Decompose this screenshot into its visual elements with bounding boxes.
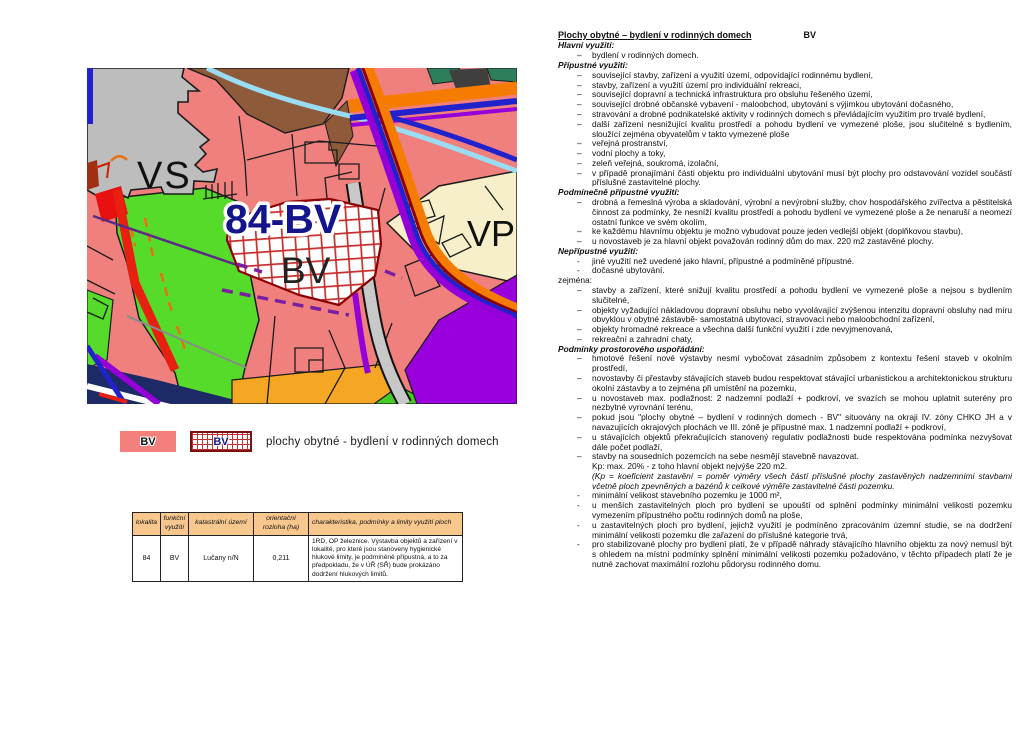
locality-table-head <box>133 513 463 536</box>
table-header-cell: katastrální území <box>189 513 254 536</box>
bullet-text: dočasné ubytování. <box>592 265 665 276</box>
map-label-zone-inner: BV <box>281 250 331 291</box>
legend-swatch-solid <box>120 431 176 452</box>
bullet-dash: - <box>577 265 580 276</box>
bullet-text: pokud jsou "plochy obytné – bydlení v rodinných domech - BV" situovány na okraji IV. zóny CHKO JH a v navazujících okrajových plochách ve III. zóně je přípustné max. 1 nadzemní podlaží + podkroví, <box>592 412 1012 432</box>
legend-description: plochy obytné - bydlení v rodinných domech <box>266 435 499 448</box>
doc-bullet-item <box>577 286 1012 306</box>
doc-bullet-item <box>577 521 1012 541</box>
section-heading: Podmínečně přípustné využití: <box>558 187 680 198</box>
bullet-dash: – <box>577 333 582 344</box>
bullet-text: veřejná prostranství, <box>592 138 668 149</box>
table-header-cell: charakteristika, podmínky a limity využití ploch <box>309 513 463 536</box>
bullet-dash: – <box>577 412 582 423</box>
section-heading: zejména: <box>558 275 592 286</box>
bullet-text: u menších zastavitelných ploch pro bydlení se upouští od splnění podmínky minimální velikosti pozemku vymezením přípustného počtu rodinných domů na ploše, <box>592 500 1012 520</box>
bullet-text: vodní plochy a toky, <box>592 148 666 159</box>
doc-section <box>558 276 1012 344</box>
bullet-dash: – <box>577 108 582 119</box>
bullet-text: související dopravní a technická infrastruktura pro obsluhu řešeného území, <box>592 89 873 100</box>
page-title-code: BV <box>803 30 817 40</box>
doc-bullet-item <box>577 394 1012 414</box>
bullet-text: bydlení v rodinných domech. <box>592 50 699 61</box>
bullet-text: u novostaveb je za hlavní objekt považován rodinný dům do max. 220 m2 zastavěné plochy. <box>592 236 934 247</box>
table-cell: 0,211 <box>254 535 309 581</box>
doc-section <box>558 41 1012 61</box>
bullet-dash: – <box>577 118 582 129</box>
bullet-dash: – <box>577 69 582 80</box>
bullet-text: rekreační a zahradní chaty, <box>592 333 693 344</box>
doc-section <box>558 247 1012 276</box>
doc-section <box>558 345 1012 570</box>
doc-bullet-item <box>577 198 1012 227</box>
bullet-text: další zařízení nesnižující kvalitu prostředí a pohodu bydlení ve vymezené ploše, jsou slučitelné s bydlením, sloužící zejména obyvatelům v takto vymezené ploše <box>592 118 1012 139</box>
bullet-text: minimální velikost stavebního pozemku je 1000 m², <box>592 490 782 501</box>
bullet-text: jiné využití než uvedené jako hlavní, přípustné a podmíněné přípustné. <box>592 255 855 266</box>
doc-bullet-item <box>577 51 1012 61</box>
bullet-dash: – <box>577 99 582 110</box>
legend-swatch-hatched-label: BV <box>213 435 229 448</box>
bullet-text: (Kp = koeficient zastavění = poměr výměry všech částí příslušné plochy zastavěných nadzemními stavbami včetně ploch zpevněných a bazénů k celkové výměře zastavitelné části pozemku. <box>592 470 1012 491</box>
map-label-zone-id: 84-BV <box>225 196 342 242</box>
bullet-dash: – <box>577 373 582 384</box>
bullet-dash <box>577 462 592 472</box>
bullet-text: u novostaveb max. podlažnost: 2 nadzemní podlaží + podkroví, ve svazích se mohou uplatnit suterény pro nezbytné vyrovnání terénu, <box>592 392 1012 413</box>
doc-sections <box>558 41 1012 569</box>
bullet-dash: – <box>577 285 582 296</box>
table-cell: Lučany n/N <box>189 535 254 581</box>
doc-bullet-item <box>577 306 1012 326</box>
bullet-dash: – <box>577 353 582 364</box>
table-cell: 1RD, OP železnice. Výstavba objektů a zařízení v lokalitě, pro které jsou stanoveny hygienické hlukové limity, je podmíněně přípustná, a to za předpokladu, že v ÚŘ (SŘ) bude prokázáno dodržení hlukových limitů. <box>309 535 463 581</box>
doc-title-row <box>558 30 1012 40</box>
section-heading: Přípustné využití: <box>558 60 628 71</box>
zone-darkred-edge <box>87 160 99 190</box>
legend <box>120 431 499 452</box>
map-label-vp: VP <box>467 213 516 254</box>
bullet-dash: – <box>577 196 582 207</box>
legend-swatch-hatched <box>190 431 252 452</box>
bullet-dash: - <box>577 539 580 550</box>
doc-bullet-item <box>577 540 1012 569</box>
doc-section <box>558 188 1012 247</box>
doc-bullet-item <box>577 354 1012 374</box>
bullet-text: pro stabilizované plochy pro bydlení platí, že v případě náhrady stávajícího hlavního objektu za nový nemusí být s ohledem na místní podmínky splnění minimální velikosti pozemku požadováno, v těchto případech platí že je nutné zachovat maximální rozlohu půdorysu rodinného domu. <box>592 539 1012 569</box>
bullet-text: související drobné občanské vybavení - maloobchod, ubytování s výjimkou ubytování dočasného, <box>592 99 954 110</box>
bullet-dash: - <box>577 490 580 501</box>
bullet-text: zeleň veřejná, soukromá, izolační, <box>592 157 719 168</box>
regulation-text-column <box>558 30 1012 570</box>
bullet-text: u stávajících objektů překračujících stanovený regulativ podlažnosti bude respektována podmínka nezvyšovat dále počet podlaží, <box>592 431 1012 452</box>
zoning-map-canvas <box>87 68 517 404</box>
table-header-cell: funkční využití <box>161 513 189 536</box>
doc-section <box>558 61 1012 188</box>
bullet-dash: – <box>577 236 582 247</box>
bullet-dash: – <box>577 138 582 149</box>
map-label-vs: VS <box>137 155 192 197</box>
bullet-dash: – <box>577 431 582 442</box>
legend-swatch-solid-label: BV <box>140 435 156 448</box>
locality-table-body <box>133 535 463 581</box>
bullet-dash: – <box>577 148 582 159</box>
table-header-cell: lokalita <box>133 513 161 536</box>
doc-bullet-item <box>577 169 1012 189</box>
bullet-dash: – <box>577 324 582 335</box>
doc-bullet-item <box>577 374 1012 394</box>
bullet-dash: - <box>577 519 580 530</box>
zoning-map <box>87 68 517 404</box>
bullet-text: u zastavitelných ploch pro bydlení, jejichž využití je podmíněno zpracováním územní studie, se na dodržení minimální velikosti pozemku dle zařazení do příslušné kategorie trvá, <box>592 519 1012 540</box>
bullet-text: novostavby či přestavby stávajících staveb budou respektovat stávající urbanistickou a architektonickou strukturu okolní zástavby a to zejména při umístění na pozemku, <box>592 373 1012 393</box>
doc-bullet-item <box>577 237 1012 247</box>
bullet-dash <box>577 472 592 492</box>
bullet-dash: – <box>577 304 582 315</box>
section-heading: Podmínky prostorového uspořádání: <box>558 343 705 354</box>
bullet-text: ke každému hlavnímu objektu je možno vybudovat pouze jeden vedlejší objekt (doplňkovou stavbu), <box>592 226 964 237</box>
page-title: Plochy obytné – bydlení v rodinných domech <box>558 30 752 40</box>
table-cell: BV <box>161 535 189 581</box>
section-heading: Hlavní využití: <box>558 40 615 51</box>
doc-bullet-item <box>577 120 1012 140</box>
bullet-dash: – <box>577 226 582 237</box>
bullet-text: objekty vyžadující nákladovou dopravní obsluhu nebo vyvolávající zvýšenou intenzitu dopravní obsluhy nad míru obvyklou v obytné zástavbě- samostatná ubytovací, stravovací nebo maloobchodní zařízení, <box>592 304 1012 325</box>
bullet-text: v případě pronajímání části objektu pro individuální ubytování musí být plochy pro odstavování vozidel součástí příslušné zastavitelné plochy. <box>592 167 1012 188</box>
bullet-text: drobná a řemeslná výroba a skladování, výrobní a nevýrobní služby, chov hospodářského zvířectva a pěstitelská činnost za podmínky, že nesníží kvalitu prostředí a pohodu bydlení ve vymezené ploše a že nenaruší a neomezí ostatní funkce ve svém okolím, <box>592 196 1012 227</box>
bullet-dash: – <box>577 79 582 90</box>
section-heading: Nepřípustné využití: <box>558 245 639 256</box>
locality-table <box>132 512 463 582</box>
bullet-text: hmotové řešení nové výstavby nesmí vybočovat zásadním způsobem z kontextu řešení staveb v okolním prostředí, <box>592 353 1012 374</box>
table-header-row <box>133 513 463 536</box>
zone-teal-patch-2 <box>487 68 517 82</box>
doc-bullet-item <box>577 501 1012 521</box>
bullet-dash: – <box>577 167 582 178</box>
bullet-dash: – <box>577 50 582 61</box>
doc-bullet-item <box>577 413 1012 433</box>
table-header-cell: orientační rozloha (ha) <box>254 513 309 536</box>
bullet-dash: – <box>577 89 582 100</box>
table-row <box>133 535 463 581</box>
edge-blue-strip <box>87 68 93 124</box>
bullet-text: objekty hromadné rekreace a všechna další funkční využití i zde nevyjmenovaná, <box>592 324 893 335</box>
bullet-dash: – <box>577 451 582 462</box>
bullet-text: stavby na sousedních pozemcích na sebe nesmějí stavebně navazovat. <box>592 451 859 462</box>
bullet-dash: - <box>577 255 580 266</box>
doc-bullet-item <box>577 266 1012 276</box>
bullet-text: související stavby, zařízení a využití území, odpovídající rodinnému bydlení, <box>592 69 874 80</box>
doc-bullet-item <box>577 433 1012 453</box>
bullet-dash: – <box>577 392 582 403</box>
bullet-text: stavby a zařízení, které snižují kvalitu prostředí a pohodu bydlení ve vymezené ploše a nejsou s bydlením slučitelné, <box>592 285 1012 305</box>
doc-bullet-item <box>577 472 1012 492</box>
bullet-dash: - <box>577 500 580 511</box>
bullet-dash: – <box>577 157 582 168</box>
bullet-text: stravování a drobné podnikatelské aktivity v rodinných domech s převládajícím využitím pro trvalé bydlení, <box>592 108 986 119</box>
table-cell: 84 <box>133 535 161 581</box>
bullet-text: Kp: max. 20% - z toho hlavní objekt nejvýše 220 m2. <box>592 461 788 472</box>
bullet-text: stavby, zařízení a využití území pro individuální rekreaci, <box>592 79 802 90</box>
